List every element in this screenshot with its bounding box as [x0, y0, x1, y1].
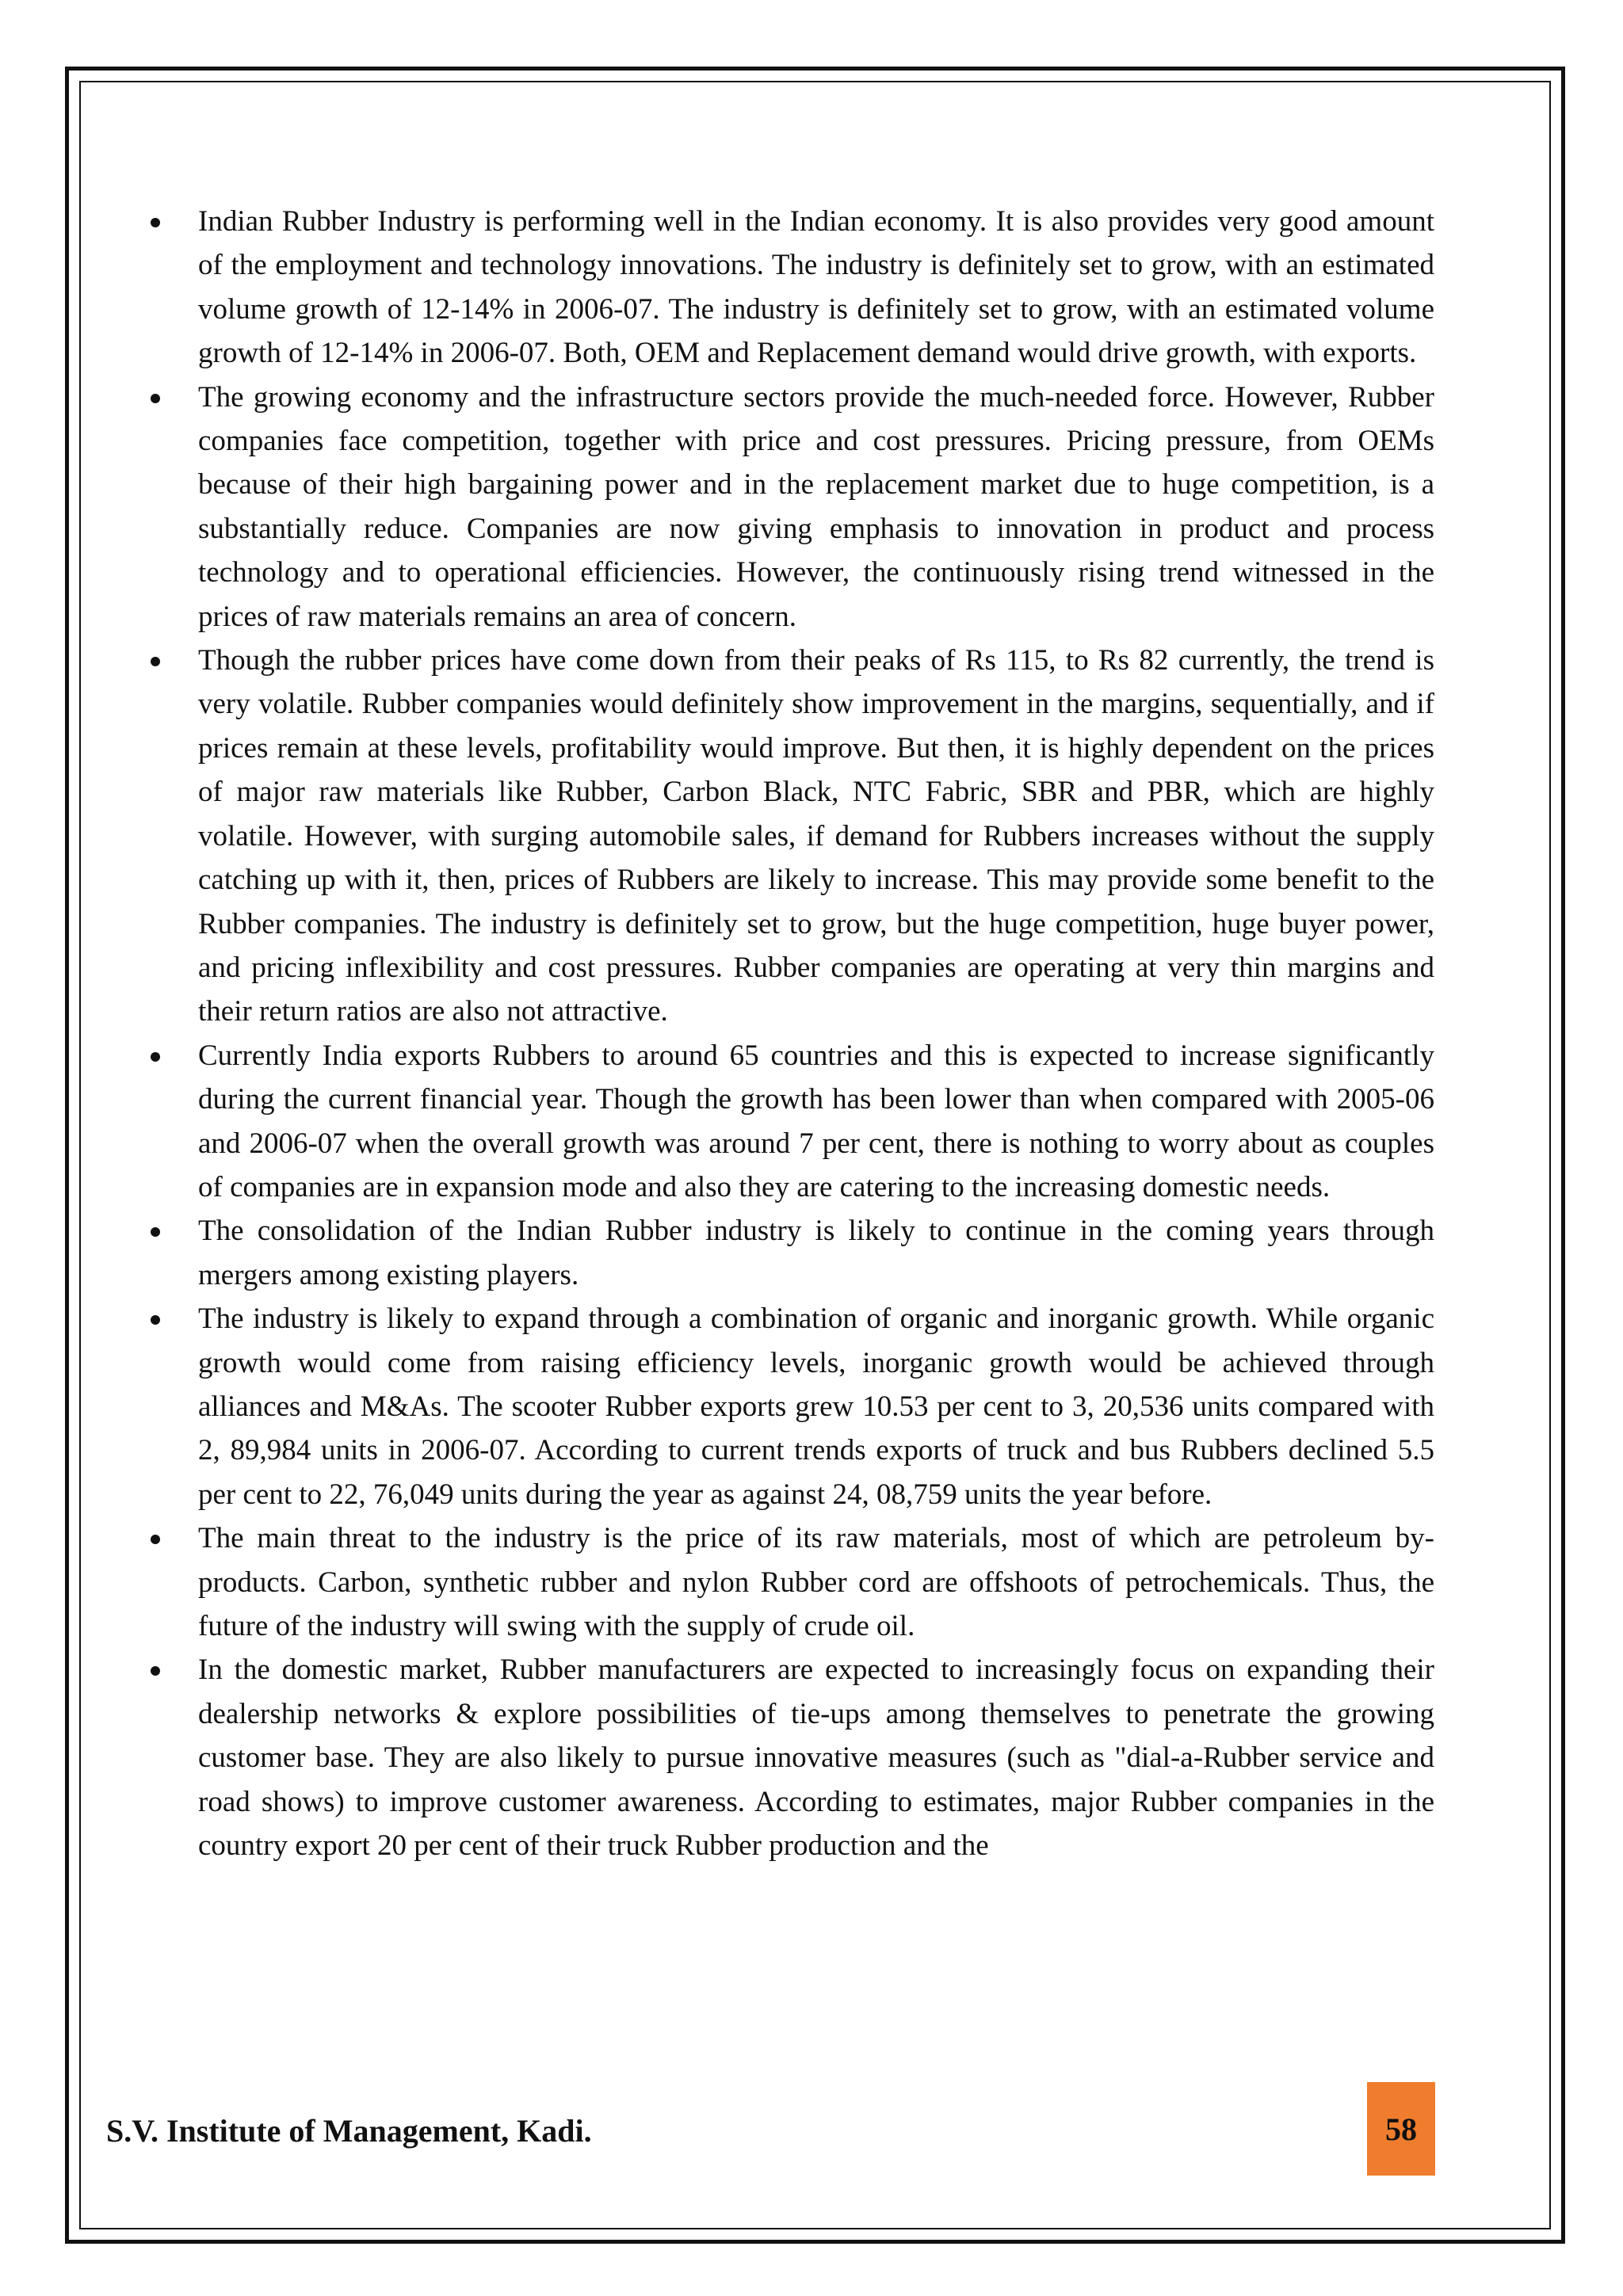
- bullet-text: The main threat to the industry is the price of its raw materials, most of which are petroleum by-products. Carbon, synthetic rubber and nylon Rubber cord are offshoots of petrochemicals. Thus, the future of the industry will swing with the supply of crude oil.: [198, 1522, 1434, 1642]
- bullet-icon: [151, 1315, 160, 1325]
- bullet-text: Currently India exports Rubbers to around 65 countries and this is expected to increase significantly during the current financial year. Though the growth has been lower than when compared with 2005-06 and 2006-07 when the overall growth was around 7 per cent, there is nothing to worry about as couples of companies are in expansion mode and also they are catering to the increasing domestic needs.: [198, 1039, 1434, 1203]
- page-number-badge: [1367, 2082, 1435, 2176]
- bullet-text: The industry is likely to expand through a combination of organic and inorganic growth. While organic growth would come from raising efficiency levels, inorganic growth would be achieved through alliances and M&As. The scooter Rubber exports grew 10.53 per cent to 3, 20,536 units compared with 2, 89,984 units in 2006-07. According to current trends exports of truck and bus Rubbers declined 5.5 per cent to 22, 76,049 units during the year as against 24, 08,759 units the year before.: [198, 1302, 1434, 1511]
- bullet-item: [151, 1297, 1434, 1516]
- bullet-icon: [151, 394, 160, 403]
- bullet-item: [151, 1034, 1434, 1210]
- bullet-icon: [151, 657, 160, 666]
- bullet-text: The consolidation of the Indian Rubber industry is likely to continue in the coming years through mergers among existing players.: [198, 1215, 1434, 1291]
- bullet-icon: [151, 218, 160, 227]
- bullet-text: In the domestic market, Rubber manufacturers are expected to increasingly focus on expanding their dealership networks & explore possibilities of tie-ups among themselves to penetrate the growing customer base. They are also likely to pursue innovative measures (such as "dial-a-Rubber service and road shows) to improve customer awareness. According to estimates, major Rubber companies in the country export 20 per cent of their truck Rubber production and the: [198, 1653, 1434, 1863]
- bullet-text: Though the rubber prices have come down from their peaks of Rs 115, to Rs 82 currently, the trend is very volatile. Rubber companies would definitely show improvement in the margins, sequentially, and if prices remain at these levels, profitability would improve. But then, it is highly dependent on the prices of major raw materials like Rubber, Carbon Black, NTC Fabric, SBR and PBR, which are highly volatile. However, with surging automobile sales, if demand for Rubbers increases without the supply catching up with it, then, prices of Rubbers are likely to increase. This may provide some benefit to the Rubber companies. The industry is definitely set to grow, but the huge competition, huge buyer power, and pricing inflexibility and cost pressures. Rubber companies are operating at very thin margins and their return ratios are also not attractive.: [198, 644, 1434, 1028]
- bullet-icon: [151, 1227, 160, 1237]
- bullet-item: [151, 1648, 1434, 1867]
- bullet-icon: [151, 1666, 160, 1676]
- bullet-list: [151, 200, 1434, 1867]
- bullet-text: The growing economy and the infrastructure sectors provide the much-needed force. However, Rubber companies face competition, together with price and cost pressures. Pricing pressure, from OEMs because of their high bargaining power and in the replacement market due to huge competition, is a substantially reduce. Companies are now giving emphasis to innovation in product and process technology and to operational efficiencies. However, the continuously rising trend witnessed in the prices of raw materials remains an area of concern.: [198, 380, 1434, 633]
- bullet-icon: [151, 1535, 160, 1544]
- bullet-item: [151, 639, 1434, 1034]
- bullet-item: [151, 376, 1434, 639]
- page-number: 58: [1385, 2111, 1417, 2147]
- bullet-icon: [151, 1052, 160, 1062]
- page-content: [151, 200, 1434, 1867]
- bullet-text: Indian Rubber Industry is performing well in the Indian economy. It is also provides very good amount of the employment and technology innovations. The industry is definitely set to grow, with an estimated volume growth of 12-14% in 2006-07. The industry is definitely set to grow, with an estimated volume growth of 12-14% in 2006-07. Both, OEM and Replacement demand would drive growth, with exports.: [198, 205, 1434, 370]
- bullet-item: [151, 1209, 1434, 1297]
- bullet-item: [151, 200, 1434, 376]
- footer-institute: S.V. Institute of Management, Kadi.: [106, 2113, 592, 2149]
- bullet-item: [151, 1516, 1434, 1648]
